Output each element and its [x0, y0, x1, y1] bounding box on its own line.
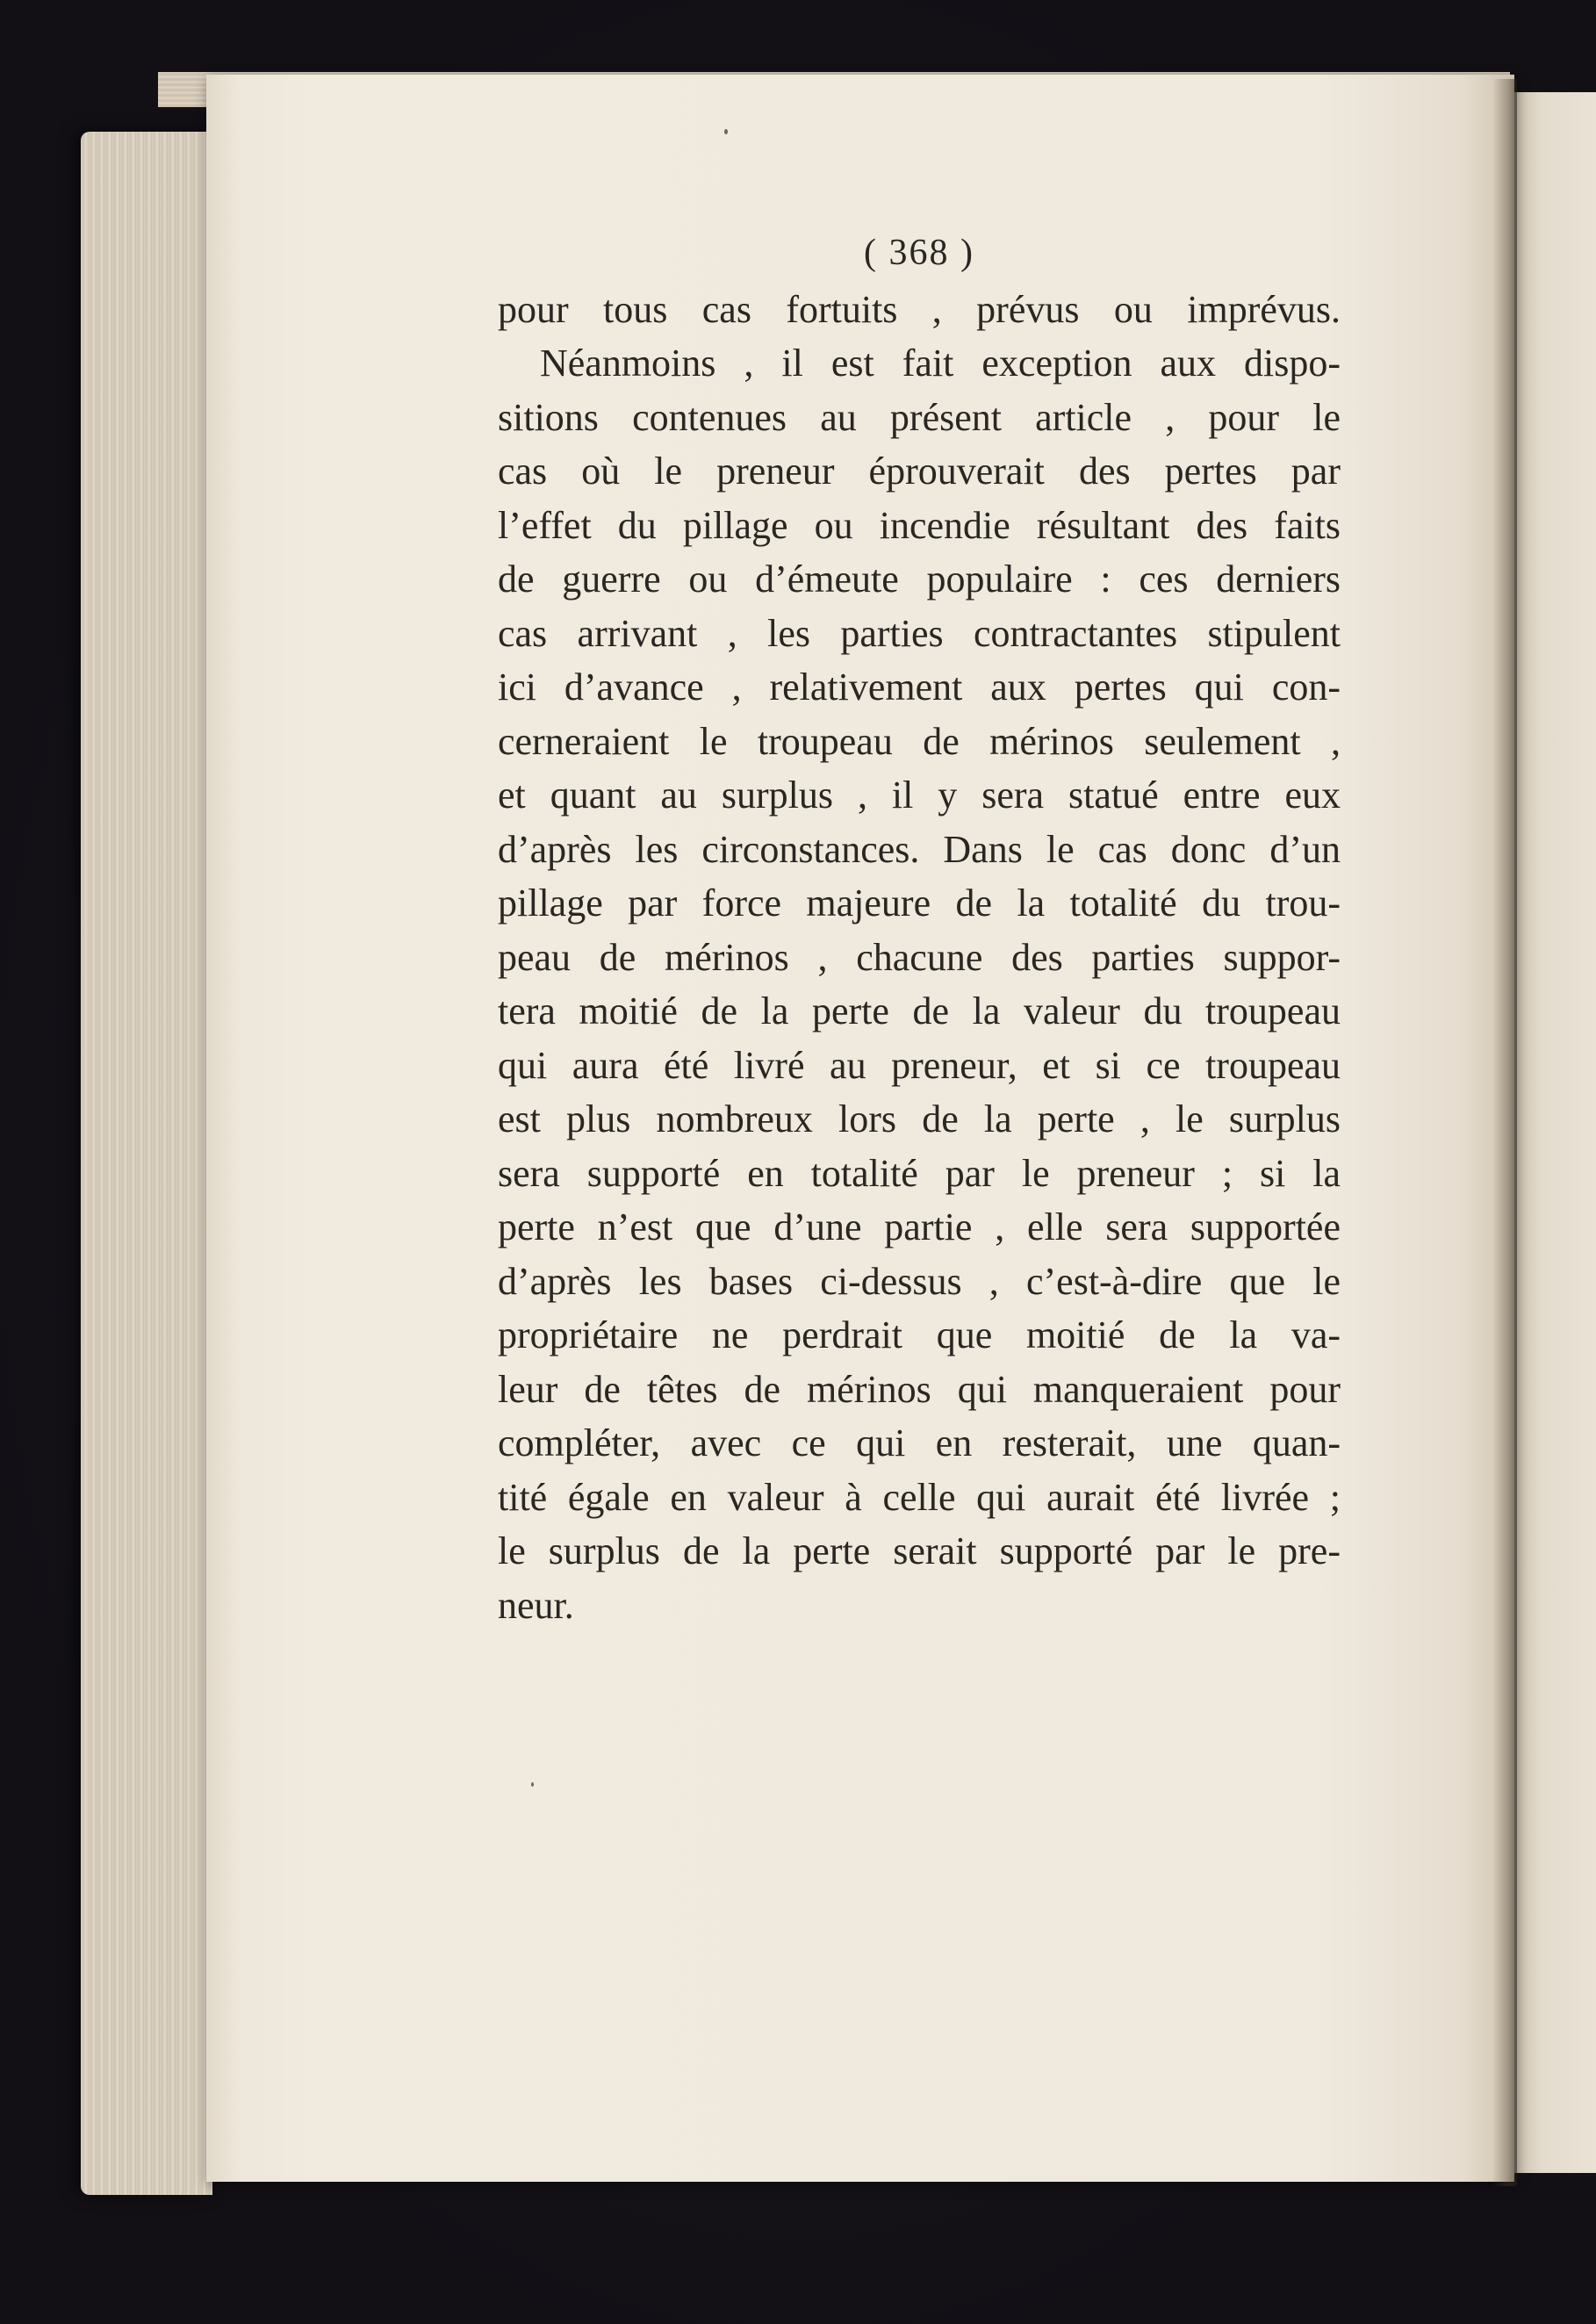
text-line: peau de mérinos , chacune des parties suppor- [498, 935, 1341, 979]
ink-speck [531, 1782, 534, 1787]
text-line: pillage par force majeure de la totalité du trou- [498, 881, 1341, 925]
text-line: compléter, avec ce qui en resterait, une quan- [498, 1421, 1341, 1464]
facing-page [1508, 92, 1596, 2173]
text-line: le surplus de la perte serait supporté par le pre- [498, 1529, 1341, 1572]
text-line: l’effet du pillage ou incendie résultant des faits [498, 503, 1341, 547]
page-edges-left [81, 132, 212, 2195]
text-line: et quant au surplus , il y sera statué entre eux [498, 773, 1341, 817]
text-line: sitions contenues au présent article , pour le [498, 395, 1341, 439]
text-line: Néanmoins , il est fait exception aux dispo- [540, 342, 1341, 385]
text-line: leur de têtes de mérinos qui manqueraient pour [498, 1367, 1341, 1411]
text-line: tité égale en valeur à celle qui aurait été livrée ; [498, 1475, 1341, 1519]
text-line: d’après les bases ci-dessus , c’est-à-dire que le [498, 1259, 1341, 1303]
text-line: cas où le preneur éprouverait des pertes par [498, 450, 1341, 493]
page-text [498, 227, 1341, 1632]
text-line: propriétaire ne perdrait que moitié de la va- [498, 1313, 1341, 1356]
text-line: qui aura été livré au preneur, et si ce troupeau [498, 1043, 1341, 1087]
text-line: sera supporté en totalité par le preneur ; si la [498, 1151, 1341, 1195]
text-line: neur. [498, 1583, 574, 1627]
text-line: pour tous cas fortuits , prévus ou imprévus. [498, 287, 1341, 331]
text-line: cerneraient le troupeau de mérinos seulement , [498, 719, 1341, 763]
text-line: ici d’avance , relativement aux pertes qui con- [498, 666, 1341, 709]
ink-speck [724, 129, 728, 134]
text-line: tera moitié de la perte de la valeur du troupeau [498, 989, 1341, 1032]
page-number: ( 368 ) [864, 233, 974, 273]
text-line: cas arrivant , les parties contractantes stipulent [498, 611, 1341, 655]
page-gutter [1492, 79, 1517, 2186]
text-line: de guerre ou d’émeute populaire : ces derniers [498, 558, 1341, 601]
text-line: perte n’est que d’une partie , elle sera supportée [498, 1205, 1341, 1248]
text-line: d’après les circonstances. Dans le cas donc d’un [498, 827, 1341, 871]
text-line: est plus nombreux lors de la perte , le surplus [498, 1097, 1341, 1140]
